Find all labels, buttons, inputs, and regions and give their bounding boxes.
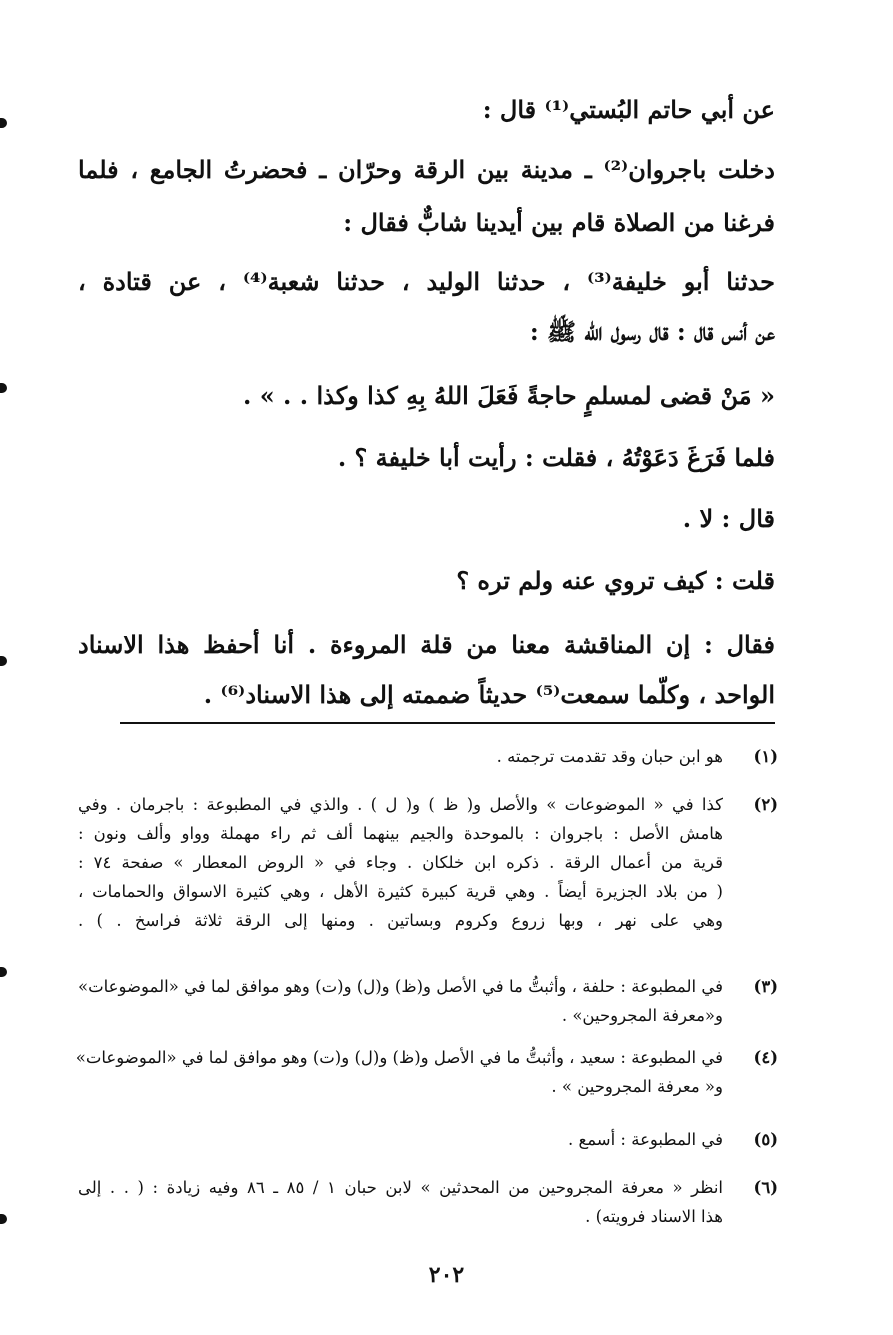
footnote-line: وهي على نهر ، وبها زروع وكروم وبساتين . ومنها إلى الرقة ثلاثة فراسخ . ) .	[78, 911, 723, 930]
scan-edge-mark	[0, 118, 7, 128]
footnote-line: في المطبوعة : أسمع .	[567, 1130, 723, 1149]
text-line-2: دخلت باجروان⁽²⁾ ـ مدينة بين الرقة وحرّان ـ فحضرتُ الجامع ، فلما	[78, 155, 775, 184]
text-line-4: حدثنا أبو خليفة⁽³⁾ ، حدثنا الوليد ، حدثنا شعبة⁽⁴⁾ ، عن قتادة ،	[78, 267, 775, 296]
footnote-2	[78, 790, 778, 935]
footnote-line: و« معرفة المجروحين » .	[551, 1077, 723, 1096]
page-number: ٢٠٢	[428, 1262, 465, 1288]
footnote-line: في المطبوعة : سعيد ، وأثبتُّ ما في الأصل و(ظ) و(ل) و(ت) وهو موافق لما في «الموضوعات»	[75, 1048, 723, 1067]
footnote-6	[78, 1173, 778, 1231]
footnote-number: (٦)	[753, 1178, 778, 1197]
text-line-5: عن أنس قال : قال رسول الله ﷺ :	[529, 317, 775, 346]
footnote-1	[78, 742, 778, 771]
text-line-1: عن أبي حاتم البُستي⁽¹⁾ قال :	[482, 95, 775, 124]
footnote-line: في المطبوعة : حلفة ، وأثبتُّ ما في الأصل و(ظ) و(ل) و(ت) وهو موافق لما في «الموضوعات»	[78, 977, 723, 996]
footnote-line: قرية من أعمال الرقة . ذكره ابن خلكان . وجاء في « الروض المعطار » صفحة ٧٤ :	[78, 853, 724, 872]
footnote-number: (١)	[753, 747, 778, 766]
footnote-number: (٥)	[753, 1130, 778, 1149]
text-line-7: فلما فَرَغَ دَعَوْتُهُ ، فقلت : رأيت أبا خليفة ؟ .	[337, 443, 775, 472]
scan-edge-mark	[0, 383, 7, 393]
footnote-number: (٣)	[753, 977, 778, 996]
text-line-6: « مَنْ قضى لمسلمٍ حاجةً فَعَلَ اللهُ بِهِ كذا وكذا . . » .	[242, 381, 775, 410]
text-line-10: فقال : إن المناقشة معنا من قلة المروءة . أنا أحفظ هذا الاسناد	[78, 630, 775, 659]
text-line-9: قلت : كيف تروي عنه ولم تره ؟	[456, 566, 775, 595]
footnote-number: (٢)	[753, 795, 778, 814]
scan-edge-mark	[0, 1214, 7, 1224]
footnote-3	[78, 972, 778, 1030]
scan-edge-mark	[0, 967, 7, 977]
footnote-line: انظر « معرفة المجروحين من المحدثين » لابن حبان ١ / ٨٥ ـ ٨٦ وفيه زيادة : ( . . إلى	[78, 1178, 724, 1197]
footnote-line: هو ابن حبان وقد تقدمت ترجمته .	[496, 747, 723, 766]
footnote-divider	[120, 722, 775, 724]
footnote-line: كذا في « الموضوعات » والأصل و( ظ ) و( ل ) . والذي في المطبوعة : باجرمان . وفي	[78, 795, 723, 814]
footnote-line: و«معرفة المجروحين» .	[561, 1006, 723, 1025]
footnote-number: (٤)	[753, 1048, 778, 1067]
footnote-line: هامش الأصل : باجروان : بالموحدة والجيم بينهما ألف ثم راء مهملة وواو وألف ونون :	[78, 824, 723, 843]
footnote-line: ( من بلاد الجزيرة أيضاً . وهي قرية كبيرة كثيرة الأهل ، وهي كثيرة الاسواق والحمامات ،	[78, 882, 723, 901]
text-line-11: الواحد ، وكلّما سمعت⁽⁵⁾ حديثاً ضممته إلى هذا الاسناد⁽⁶⁾ .	[203, 680, 775, 709]
scan-edge-mark	[0, 656, 7, 666]
text-line-3: فرغنا من الصلاة قام بين أيدينا شابٌّ فقال :	[343, 208, 775, 237]
text-line-8: قال : لا .	[682, 504, 775, 533]
footnote-4	[75, 1043, 778, 1101]
footnote-line: هذا الاسناد فرويته) .	[585, 1207, 723, 1226]
footnote-5	[78, 1125, 778, 1154]
